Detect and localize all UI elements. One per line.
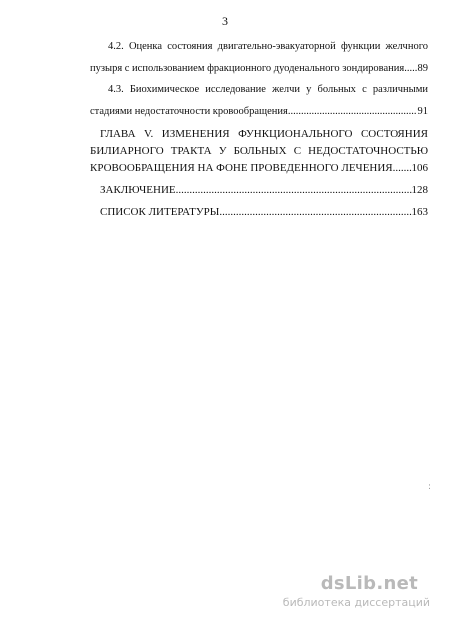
toc-entry-4-2-text: пузыря с использованием фракционного дуоденального зондирования <box>90 63 405 74</box>
toc-entry-4-3-page: 91 <box>417 106 428 117</box>
toc-conclusion-page: 128 <box>411 184 428 196</box>
toc-entry-4-2-line2 <box>90 62 428 75</box>
toc-entry-4-2-line1: 4.2. Оценка состояния двигательно-эвакуаторной функции желчного <box>108 41 428 52</box>
toc-references-label: СПИСОК ЛИТЕРАТУРЫ <box>100 206 220 218</box>
watermark-logo: dsLib.net <box>320 573 418 594</box>
toc-conclusion <box>90 183 428 197</box>
corner-mark: : <box>428 482 432 492</box>
dot-leader <box>291 105 417 118</box>
toc-entry-4-2 <box>90 40 428 75</box>
toc-entry-4-3-text: стадиями недостаточности кровообращения. <box>90 106 291 117</box>
toc-references-page: 163 <box>411 206 428 218</box>
toc-entry-4-3 <box>90 83 428 118</box>
toc-chapter-5-text: КРОВООБРАЩЕНИЯ НА ФОНЕ ПРОВЕДЕННОГО ЛЕЧЕНИЯ <box>90 162 393 174</box>
dot-leader <box>393 160 412 177</box>
dot-leader <box>404 62 416 75</box>
toc-entry-4-3-line1: 4.3. Биохимическое исследование желчи у больных с различными <box>108 84 428 95</box>
toc-chapter-5-page: 106 <box>411 162 428 174</box>
toc-entry-4-3-line2 <box>90 105 428 118</box>
toc-references <box>90 205 428 219</box>
table-of-contents <box>90 40 428 219</box>
toc-chapter-5-line2: БИЛИАРНОГО ТРАКТА У БОЛЬНЫХ С НЕДОСТАТОЧНОСТЬЮ <box>90 145 428 157</box>
page-number: 3 <box>222 14 228 28</box>
dot-leader <box>219 205 411 219</box>
toc-chapter-5-line3 <box>90 160 428 177</box>
watermark <box>270 573 440 609</box>
toc-chapter-5-line1: ГЛАВА V. ИЗМЕНЕНИЯ ФУНКЦИОНАЛЬНОГО СОСТОЯНИЯ <box>100 128 428 140</box>
toc-entry-4-2-page: 89 <box>417 63 428 74</box>
dot-leader <box>178 183 411 197</box>
toc-chapter-5 <box>90 126 428 177</box>
toc-conclusion-label: ЗАКЛЮЧЕНИЕ. <box>100 184 179 196</box>
watermark-subtitle: библиотека диссертаций <box>282 596 430 609</box>
